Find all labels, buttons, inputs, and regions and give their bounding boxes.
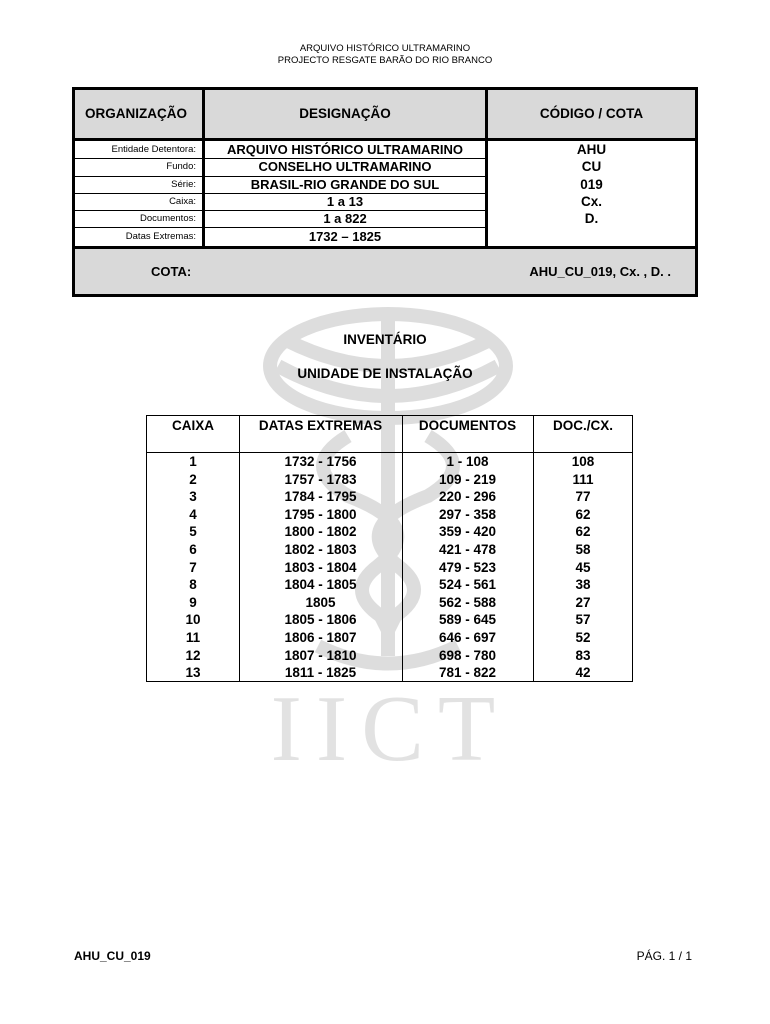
cell-doc-cx: 42 — [575, 665, 591, 681]
cota-label: COTA: — [151, 264, 192, 279]
cell-datas-extremas: 1800 - 1802 — [284, 524, 357, 540]
cell-caixa: 10 — [185, 612, 201, 628]
header-line-1: ARQUIVO HISTÓRICO ULTRAMARINO — [299, 43, 471, 54]
table-row — [147, 629, 632, 647]
id-row-datas-extremas — [75, 229, 695, 245]
cell-caixa: 7 — [189, 559, 197, 575]
cell-datas-extremas: 1784 - 1795 — [284, 489, 357, 505]
id-row-label: Datas Extremas: — [125, 231, 196, 242]
cell-doc-cx: 57 — [575, 612, 591, 628]
col-header-organizacao: ORGANIZAÇÃO — [85, 106, 187, 121]
cell-caixa: 12 — [185, 647, 201, 663]
cell-doc-cx: 58 — [575, 542, 591, 557]
row-divider — [205, 227, 485, 228]
cell-documentos: 698 - 780 — [438, 647, 497, 663]
inventario-title: INVENTÁRIO — [343, 332, 427, 347]
iict-watermark-text: IICT — [270, 677, 510, 781]
cell-caixa: 3 — [189, 489, 197, 505]
cell-datas-extremas: 1806 - 1807 — [284, 630, 357, 645]
cell-doc-cx: 111 — [572, 471, 594, 487]
footer-page-number: PÁG. 1 / 1 — [636, 949, 692, 963]
cota-value: AHU_CU_019, Cx. , D. . — [529, 264, 671, 279]
id-row-label: Entidade Detentora: — [111, 144, 196, 155]
cell-datas-extremas: 1802 - 1803 — [284, 542, 357, 557]
cell-documentos: 589 - 645 — [438, 612, 497, 628]
cell-caixa: 1 — [189, 454, 197, 469]
cell-doc-cx: 62 — [575, 524, 591, 540]
col-header-documentos: DOCUMENTOS — [418, 418, 517, 433]
header-line-2: PROJECTO RESGATE BARÃO DO RIO BRANCO — [277, 55, 493, 66]
id-row-value: 1 a 13 — [326, 194, 364, 209]
id-row-value: 1732 – 1825 — [308, 229, 382, 244]
id-row-fundo — [75, 159, 695, 175]
cell-documentos: 297 - 358 — [438, 506, 497, 522]
table-row — [147, 453, 632, 471]
cell-caixa: 2 — [189, 471, 197, 487]
table-row — [147, 506, 632, 524]
id-row-code: D. — [584, 211, 599, 226]
unidade-instalacao-title: UNIDADE DE INSTALAÇÃO — [297, 366, 473, 381]
id-row-code: 019 — [580, 177, 603, 192]
cell-doc-cx: 83 — [575, 647, 591, 663]
cell-datas-extremas: 1805 - 1806 — [284, 612, 357, 628]
cell-datas-extremas: 1807 - 1810 — [284, 647, 357, 663]
table-row — [147, 541, 632, 559]
table-row — [147, 647, 632, 665]
id-row-caixa — [75, 194, 695, 210]
cell-caixa: 5 — [189, 524, 197, 540]
col-header-doc-cx: DOC./CX. — [552, 418, 613, 433]
id-row-entidade — [75, 142, 695, 158]
id-row-value: CONSELHO ULTRAMARINO — [258, 159, 432, 174]
id-row-code: AHU — [576, 142, 607, 157]
cell-doc-cx: 108 — [571, 454, 595, 469]
cell-datas-extremas: 1803 - 1804 — [284, 559, 357, 575]
id-row-label: Fundo: — [166, 161, 196, 172]
cell-documentos: 359 - 420 — [438, 524, 497, 540]
cell-caixa: 4 — [189, 506, 197, 522]
inventory-table — [146, 415, 633, 682]
footer-code: AHU_CU_019 — [74, 949, 151, 963]
col-header-codigo-cota: CÓDIGO / COTA — [539, 106, 644, 121]
row-divider — [75, 227, 202, 228]
cell-doc-cx: 52 — [575, 630, 591, 645]
cell-documentos: 421 - 478 — [438, 542, 497, 557]
cell-documentos: 1 - 108 — [446, 454, 489, 469]
cell-datas-extremas: 1795 - 1800 — [284, 506, 357, 522]
cell-documentos: 646 - 697 — [438, 630, 497, 645]
cell-caixa: 6 — [189, 542, 197, 557]
cell-documentos: 220 - 296 — [438, 489, 497, 505]
table-row — [147, 576, 632, 594]
id-row-label: Série: — [171, 179, 196, 190]
cell-doc-cx: 38 — [575, 577, 591, 593]
id-row-code: CU — [581, 159, 602, 174]
col-header-designacao: DESIGNAÇÃO — [299, 106, 391, 121]
cell-datas-extremas: 1757 - 1783 — [284, 471, 357, 487]
id-row-serie — [75, 177, 695, 193]
cell-datas-extremas: 1811 - 1825 — [284, 665, 357, 681]
table-row — [147, 559, 632, 577]
cell-datas-extremas: 1732 - 1756 — [284, 454, 357, 469]
cell-doc-cx: 45 — [575, 559, 591, 575]
id-row-value: 1 a 822 — [323, 211, 367, 226]
cell-datas-extremas: 1804 - 1805 — [284, 577, 357, 593]
id-row-label: Caixa: — [169, 196, 196, 207]
table-row — [147, 523, 632, 541]
id-row-label: Documentos: — [140, 213, 196, 224]
cell-caixa: 13 — [185, 665, 201, 681]
id-row-value: ARQUIVO HISTÓRICO ULTRAMARINO — [227, 142, 463, 157]
cell-doc-cx: 77 — [575, 489, 591, 505]
cell-caixa: 9 — [189, 594, 197, 610]
table-row — [147, 471, 632, 489]
cell-doc-cx: 62 — [575, 506, 591, 522]
table-row — [147, 611, 632, 629]
table-row — [147, 594, 632, 612]
cell-doc-cx: 27 — [575, 594, 591, 610]
id-row-value: BRASIL-RIO GRANDE DO SUL — [250, 177, 440, 192]
table-row — [147, 664, 632, 682]
col-header-datas-extremas: DATAS EXTREMAS — [258, 418, 383, 433]
table-row — [147, 488, 632, 506]
cell-documentos: 109 - 219 — [438, 471, 497, 487]
cell-documentos: 524 - 561 — [438, 577, 497, 593]
id-row-code: Cx. — [580, 194, 602, 209]
col-header-caixa: CAIXA — [171, 418, 214, 433]
cell-documentos: 479 - 523 — [438, 559, 497, 575]
cell-caixa: 11 — [185, 630, 201, 645]
cell-documentos: 562 - 588 — [438, 594, 497, 610]
cell-caixa: 8 — [189, 577, 197, 593]
cell-datas-extremas: 1805 — [305, 594, 336, 610]
cell-documentos: 781 - 822 — [438, 665, 497, 681]
identification-table — [72, 87, 698, 297]
id-row-documentos — [75, 211, 695, 227]
